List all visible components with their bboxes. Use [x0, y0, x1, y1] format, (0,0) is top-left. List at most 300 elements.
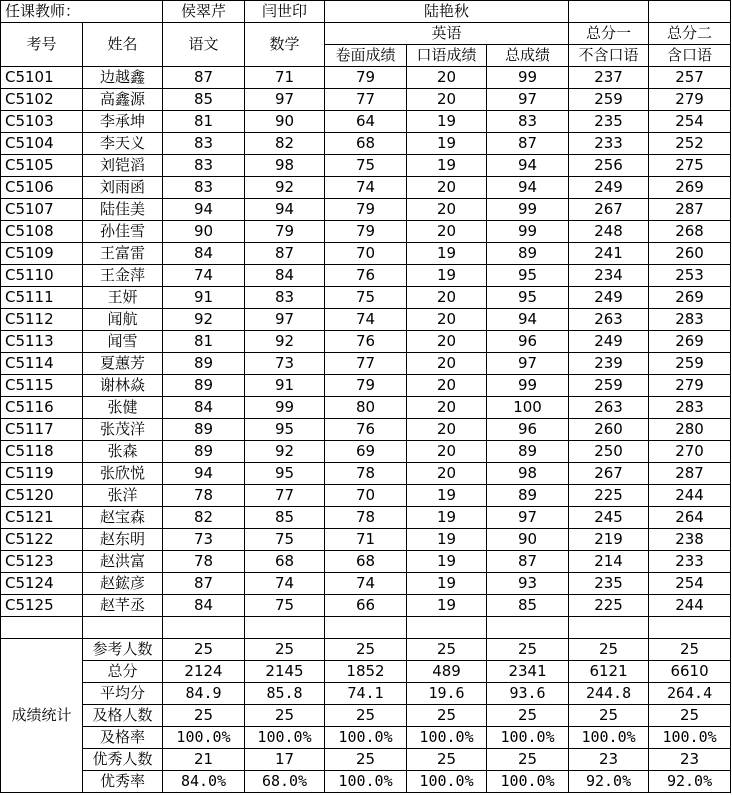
teacher-chinese: 侯翠芹 — [163, 1, 245, 23]
score-written: 69 — [325, 441, 407, 463]
stats-row — [1, 727, 731, 749]
total-with-oral: 283 — [649, 397, 731, 419]
student-id: C5119 — [1, 463, 83, 485]
score-written: 74 — [325, 309, 407, 331]
score-chinese: 81 — [163, 331, 245, 353]
score-english-total: 87 — [487, 551, 569, 573]
student-id: C5105 — [1, 155, 83, 177]
student-name: 赵宝森 — [83, 507, 163, 529]
score-oral: 20 — [407, 199, 487, 221]
score-chinese: 89 — [163, 441, 245, 463]
student-name: 张洋 — [83, 485, 163, 507]
student-id: C5110 — [1, 265, 83, 287]
score-oral: 20 — [407, 397, 487, 419]
score-oral: 20 — [407, 441, 487, 463]
score-oral: 20 — [407, 221, 487, 243]
col-header-total2: 总分二 — [649, 23, 731, 45]
blank-cell — [649, 617, 731, 639]
stats-value: 489 — [407, 661, 487, 683]
student-name: 边越鑫 — [83, 67, 163, 89]
stats-value: 93.6 — [487, 683, 569, 705]
blank-cell — [83, 617, 163, 639]
col-header-oral: 口语成绩 — [407, 45, 487, 67]
student-id: C5107 — [1, 199, 83, 221]
score-math: 91 — [245, 375, 325, 397]
blank-cell — [1, 617, 83, 639]
score-oral: 20 — [407, 419, 487, 441]
stats-value: 25 — [487, 639, 569, 661]
score-oral: 20 — [407, 89, 487, 111]
total-without-oral: 250 — [569, 441, 649, 463]
score-oral: 20 — [407, 375, 487, 397]
score-math: 75 — [245, 595, 325, 617]
stats-value: 6121 — [569, 661, 649, 683]
table-row — [1, 551, 731, 573]
total-with-oral: 279 — [649, 89, 731, 111]
score-written: 66 — [325, 595, 407, 617]
student-id: C5121 — [1, 507, 83, 529]
table-row — [1, 265, 731, 287]
table-row — [1, 221, 731, 243]
total-without-oral: 248 — [569, 221, 649, 243]
score-chinese: 94 — [163, 199, 245, 221]
score-chinese: 73 — [163, 529, 245, 551]
stats-value: 92.0% — [649, 771, 731, 793]
stats-value: 25 — [569, 639, 649, 661]
score-oral: 19 — [407, 573, 487, 595]
stats-value: 25 — [163, 705, 245, 727]
score-math: 85 — [245, 507, 325, 529]
score-chinese: 74 — [163, 265, 245, 287]
stats-value: 25 — [649, 705, 731, 727]
table-row — [1, 331, 731, 353]
score-written: 68 — [325, 551, 407, 573]
table-row — [1, 67, 731, 89]
student-id: C5113 — [1, 331, 83, 353]
score-math: 74 — [245, 573, 325, 595]
score-english-total: 94 — [487, 177, 569, 199]
stats-label: 优秀人数 — [83, 749, 163, 771]
stats-value: 84.9 — [163, 683, 245, 705]
col-header-name: 姓名 — [83, 23, 163, 67]
stats-value: 100.0% — [325, 771, 407, 793]
total-without-oral: 214 — [569, 551, 649, 573]
score-chinese: 78 — [163, 551, 245, 573]
score-math: 68 — [245, 551, 325, 573]
student-name: 刘铠滔 — [83, 155, 163, 177]
score-math: 95 — [245, 419, 325, 441]
stats-value: 2124 — [163, 661, 245, 683]
score-oral: 19 — [407, 485, 487, 507]
total-without-oral: 249 — [569, 287, 649, 309]
score-oral: 20 — [407, 353, 487, 375]
student-name: 王富雷 — [83, 243, 163, 265]
score-math: 94 — [245, 199, 325, 221]
score-english-total: 97 — [487, 89, 569, 111]
stats-value: 100.0% — [325, 727, 407, 749]
table-row — [1, 89, 731, 111]
total-without-oral: 249 — [569, 177, 649, 199]
stats-value: 100.0% — [487, 771, 569, 793]
col-header-total1: 总分一 — [569, 23, 649, 45]
student-id: C5112 — [1, 309, 83, 331]
score-english-total: 97 — [487, 507, 569, 529]
student-name: 李天义 — [83, 133, 163, 155]
student-name: 夏蕙芳 — [83, 353, 163, 375]
stats-value: 100.0% — [245, 727, 325, 749]
stats-value: 25 — [569, 705, 649, 727]
student-name: 谢林焱 — [83, 375, 163, 397]
stats-value: 25 — [407, 639, 487, 661]
score-written: 78 — [325, 463, 407, 485]
student-id: C5118 — [1, 441, 83, 463]
score-english-total: 89 — [487, 243, 569, 265]
total-with-oral: 252 — [649, 133, 731, 155]
score-math: 79 — [245, 221, 325, 243]
table-row — [1, 155, 731, 177]
total-without-oral: 267 — [569, 463, 649, 485]
total-with-oral: 244 — [649, 485, 731, 507]
score-english-total: 96 — [487, 331, 569, 353]
score-math: 92 — [245, 177, 325, 199]
stats-value: 100.0% — [163, 727, 245, 749]
score-english-total: 95 — [487, 265, 569, 287]
score-written: 80 — [325, 397, 407, 419]
score-chinese: 87 — [163, 573, 245, 595]
total-with-oral: 260 — [649, 243, 731, 265]
stats-label: 参考人数 — [83, 639, 163, 661]
score-math: 87 — [245, 243, 325, 265]
score-english-total: 95 — [487, 287, 569, 309]
blank-cell — [487, 617, 569, 639]
score-math: 75 — [245, 529, 325, 551]
table-row — [1, 287, 731, 309]
student-id: C5122 — [1, 529, 83, 551]
total-without-oral: 263 — [569, 309, 649, 331]
total-without-oral: 237 — [569, 67, 649, 89]
total-without-oral: 256 — [569, 155, 649, 177]
student-id: C5108 — [1, 221, 83, 243]
student-name: 赵鋐彦 — [83, 573, 163, 595]
student-name: 张健 — [83, 397, 163, 419]
total-without-oral: 259 — [569, 375, 649, 397]
total-without-oral: 235 — [569, 573, 649, 595]
score-oral: 19 — [407, 243, 487, 265]
total-without-oral: 241 — [569, 243, 649, 265]
score-chinese: 84 — [163, 243, 245, 265]
stats-value: 2145 — [245, 661, 325, 683]
total-without-oral: 234 — [569, 265, 649, 287]
score-english-total: 89 — [487, 441, 569, 463]
score-math: 92 — [245, 441, 325, 463]
table-row — [1, 111, 731, 133]
total-without-oral: 245 — [569, 507, 649, 529]
total-with-oral: 254 — [649, 111, 731, 133]
score-english-total: 99 — [487, 375, 569, 397]
stats-value: 244.8 — [569, 683, 649, 705]
total-with-oral: 280 — [649, 419, 731, 441]
stats-value: 2341 — [487, 661, 569, 683]
col-header-total2-sub: 含口语 — [649, 45, 731, 67]
score-english-total: 90 — [487, 529, 569, 551]
total-without-oral: 219 — [569, 529, 649, 551]
teacher-label: 任课教师： — [1, 1, 163, 23]
score-oral: 19 — [407, 155, 487, 177]
score-oral: 19 — [407, 529, 487, 551]
student-id: C5115 — [1, 375, 83, 397]
score-chinese: 78 — [163, 485, 245, 507]
table-row — [1, 485, 731, 507]
score-chinese: 90 — [163, 221, 245, 243]
score-oral: 20 — [407, 287, 487, 309]
total-without-oral: 235 — [569, 111, 649, 133]
total-with-oral: 254 — [649, 573, 731, 595]
total-with-oral: 270 — [649, 441, 731, 463]
col-header-math: 数学 — [245, 23, 325, 67]
stats-value: 92.0% — [569, 771, 649, 793]
student-name: 张茂洋 — [83, 419, 163, 441]
total-with-oral: 268 — [649, 221, 731, 243]
stats-value: 100.0% — [649, 727, 731, 749]
stats-value: 25 — [325, 639, 407, 661]
stats-value: 68.0% — [245, 771, 325, 793]
score-written: 74 — [325, 573, 407, 595]
score-written: 70 — [325, 485, 407, 507]
blank-cell — [163, 617, 245, 639]
table-row — [1, 199, 731, 221]
score-written: 79 — [325, 221, 407, 243]
score-written: 75 — [325, 287, 407, 309]
score-written: 79 — [325, 67, 407, 89]
score-oral: 19 — [407, 133, 487, 155]
total-with-oral: 283 — [649, 309, 731, 331]
total-with-oral: 279 — [649, 375, 731, 397]
score-written: 78 — [325, 507, 407, 529]
stats-label: 及格率 — [83, 727, 163, 749]
teacher-english: 陆艳秋 — [325, 1, 569, 23]
stats-value: 264.4 — [649, 683, 731, 705]
student-name: 刘雨函 — [83, 177, 163, 199]
total-without-oral: 225 — [569, 595, 649, 617]
total-with-oral: 287 — [649, 199, 731, 221]
student-name: 王金萍 — [83, 265, 163, 287]
score-english-total: 98 — [487, 463, 569, 485]
stats-value: 100.0% — [407, 771, 487, 793]
total-with-oral: 238 — [649, 529, 731, 551]
col-header-english-total: 总成绩 — [487, 45, 569, 67]
stats-value: 100.0% — [407, 727, 487, 749]
teacher-math: 闫世印 — [245, 1, 325, 23]
table-row — [1, 463, 731, 485]
score-english-total: 94 — [487, 309, 569, 331]
score-chinese: 83 — [163, 177, 245, 199]
table-row — [1, 419, 731, 441]
stats-label: 总分 — [83, 661, 163, 683]
score-english-total: 99 — [487, 199, 569, 221]
stats-value: 25 — [649, 639, 731, 661]
total-with-oral: 275 — [649, 155, 731, 177]
student-id: C5120 — [1, 485, 83, 507]
student-id: C5104 — [1, 133, 83, 155]
stats-row — [1, 639, 731, 661]
total-with-oral: 253 — [649, 265, 731, 287]
score-chinese: 89 — [163, 375, 245, 397]
score-written: 76 — [325, 331, 407, 353]
score-written: 68 — [325, 133, 407, 155]
score-math: 98 — [245, 155, 325, 177]
score-chinese: 85 — [163, 89, 245, 111]
score-written: 77 — [325, 353, 407, 375]
score-chinese: 91 — [163, 287, 245, 309]
total-without-oral: 263 — [569, 397, 649, 419]
score-english-total: 87 — [487, 133, 569, 155]
score-english-total: 93 — [487, 573, 569, 595]
total-without-oral: 249 — [569, 331, 649, 353]
student-name: 张森 — [83, 441, 163, 463]
student-id: C5106 — [1, 177, 83, 199]
score-english-total: 99 — [487, 221, 569, 243]
table-row — [1, 397, 731, 419]
score-oral: 19 — [407, 507, 487, 529]
total-without-oral: 225 — [569, 485, 649, 507]
score-oral: 19 — [407, 265, 487, 287]
stats-value: 25 — [163, 639, 245, 661]
score-written: 64 — [325, 111, 407, 133]
stats-value: 25 — [407, 705, 487, 727]
student-id: C5103 — [1, 111, 83, 133]
student-id: C5123 — [1, 551, 83, 573]
score-english-total: 100 — [487, 397, 569, 419]
stats-value: 23 — [569, 749, 649, 771]
total-without-oral: 259 — [569, 89, 649, 111]
total-with-oral: 257 — [649, 67, 731, 89]
score-chinese: 81 — [163, 111, 245, 133]
student-name: 赵芊丞 — [83, 595, 163, 617]
stats-value: 25 — [487, 749, 569, 771]
student-name: 闻航 — [83, 309, 163, 331]
score-math: 97 — [245, 309, 325, 331]
col-header-total1-sub: 不含口语 — [569, 45, 649, 67]
stats-value: 100.0% — [487, 727, 569, 749]
score-written: 75 — [325, 155, 407, 177]
student-id: C5109 — [1, 243, 83, 265]
score-chinese: 82 — [163, 507, 245, 529]
stats-label: 优秀率 — [83, 771, 163, 793]
stats-row — [1, 771, 731, 793]
stats-value: 1852 — [325, 661, 407, 683]
total-without-oral: 239 — [569, 353, 649, 375]
score-english-total: 99 — [487, 67, 569, 89]
score-math: 84 — [245, 265, 325, 287]
stats-label: 及格人数 — [83, 705, 163, 727]
score-chinese: 94 — [163, 463, 245, 485]
total-with-oral: 269 — [649, 331, 731, 353]
table-row — [1, 309, 731, 331]
score-chinese: 89 — [163, 353, 245, 375]
total-with-oral: 269 — [649, 177, 731, 199]
blank-cell — [569, 617, 649, 639]
student-name: 陆佳美 — [83, 199, 163, 221]
student-name: 孙佳雪 — [83, 221, 163, 243]
score-math: 71 — [245, 67, 325, 89]
score-math: 97 — [245, 89, 325, 111]
stats-value: 19.6 — [407, 683, 487, 705]
student-id: C5124 — [1, 573, 83, 595]
col-header-written: 卷面成绩 — [325, 45, 407, 67]
score-math: 99 — [245, 397, 325, 419]
score-oral: 20 — [407, 331, 487, 353]
student-name: 闻雪 — [83, 331, 163, 353]
score-english-total: 89 — [487, 485, 569, 507]
score-chinese: 87 — [163, 67, 245, 89]
stats-value: 21 — [163, 749, 245, 771]
stats-value: 25 — [325, 749, 407, 771]
score-english-total: 94 — [487, 155, 569, 177]
student-id: C5116 — [1, 397, 83, 419]
score-oral: 20 — [407, 463, 487, 485]
total-without-oral: 260 — [569, 419, 649, 441]
stats-value: 100.0% — [569, 727, 649, 749]
stats-value: 23 — [649, 749, 731, 771]
score-english-total: 83 — [487, 111, 569, 133]
student-id: C5125 — [1, 595, 83, 617]
header-row-1 — [1, 23, 731, 45]
student-name: 赵东明 — [83, 529, 163, 551]
score-chinese: 84 — [163, 397, 245, 419]
table-row — [1, 353, 731, 375]
table-row — [1, 573, 731, 595]
table-row — [1, 595, 731, 617]
stats-row — [1, 683, 731, 705]
stats-row — [1, 661, 731, 683]
score-written: 74 — [325, 177, 407, 199]
student-id: C5101 — [1, 67, 83, 89]
total-with-oral: 259 — [649, 353, 731, 375]
score-written: 76 — [325, 419, 407, 441]
score-math: 95 — [245, 463, 325, 485]
student-name: 李承坤 — [83, 111, 163, 133]
score-written: 79 — [325, 199, 407, 221]
score-oral: 19 — [407, 111, 487, 133]
teacher-row — [1, 1, 731, 23]
stats-value: 25 — [487, 705, 569, 727]
score-english-total: 96 — [487, 419, 569, 441]
stats-row — [1, 705, 731, 727]
score-oral: 20 — [407, 309, 487, 331]
score-chinese: 83 — [163, 133, 245, 155]
student-name: 赵洪富 — [83, 551, 163, 573]
student-name: 王妍 — [83, 287, 163, 309]
score-oral: 20 — [407, 67, 487, 89]
score-oral: 19 — [407, 551, 487, 573]
student-id: C5114 — [1, 353, 83, 375]
score-math: 77 — [245, 485, 325, 507]
table-row — [1, 529, 731, 551]
total-with-oral: 244 — [649, 595, 731, 617]
blank-cell — [407, 617, 487, 639]
score-math: 82 — [245, 133, 325, 155]
score-written: 77 — [325, 89, 407, 111]
score-english-total: 97 — [487, 353, 569, 375]
score-math: 90 — [245, 111, 325, 133]
blank-cell — [325, 617, 407, 639]
stats-row — [1, 749, 731, 771]
total-without-oral: 233 — [569, 133, 649, 155]
score-written: 71 — [325, 529, 407, 551]
table-row — [1, 375, 731, 397]
score-oral: 19 — [407, 595, 487, 617]
score-chinese: 84 — [163, 595, 245, 617]
